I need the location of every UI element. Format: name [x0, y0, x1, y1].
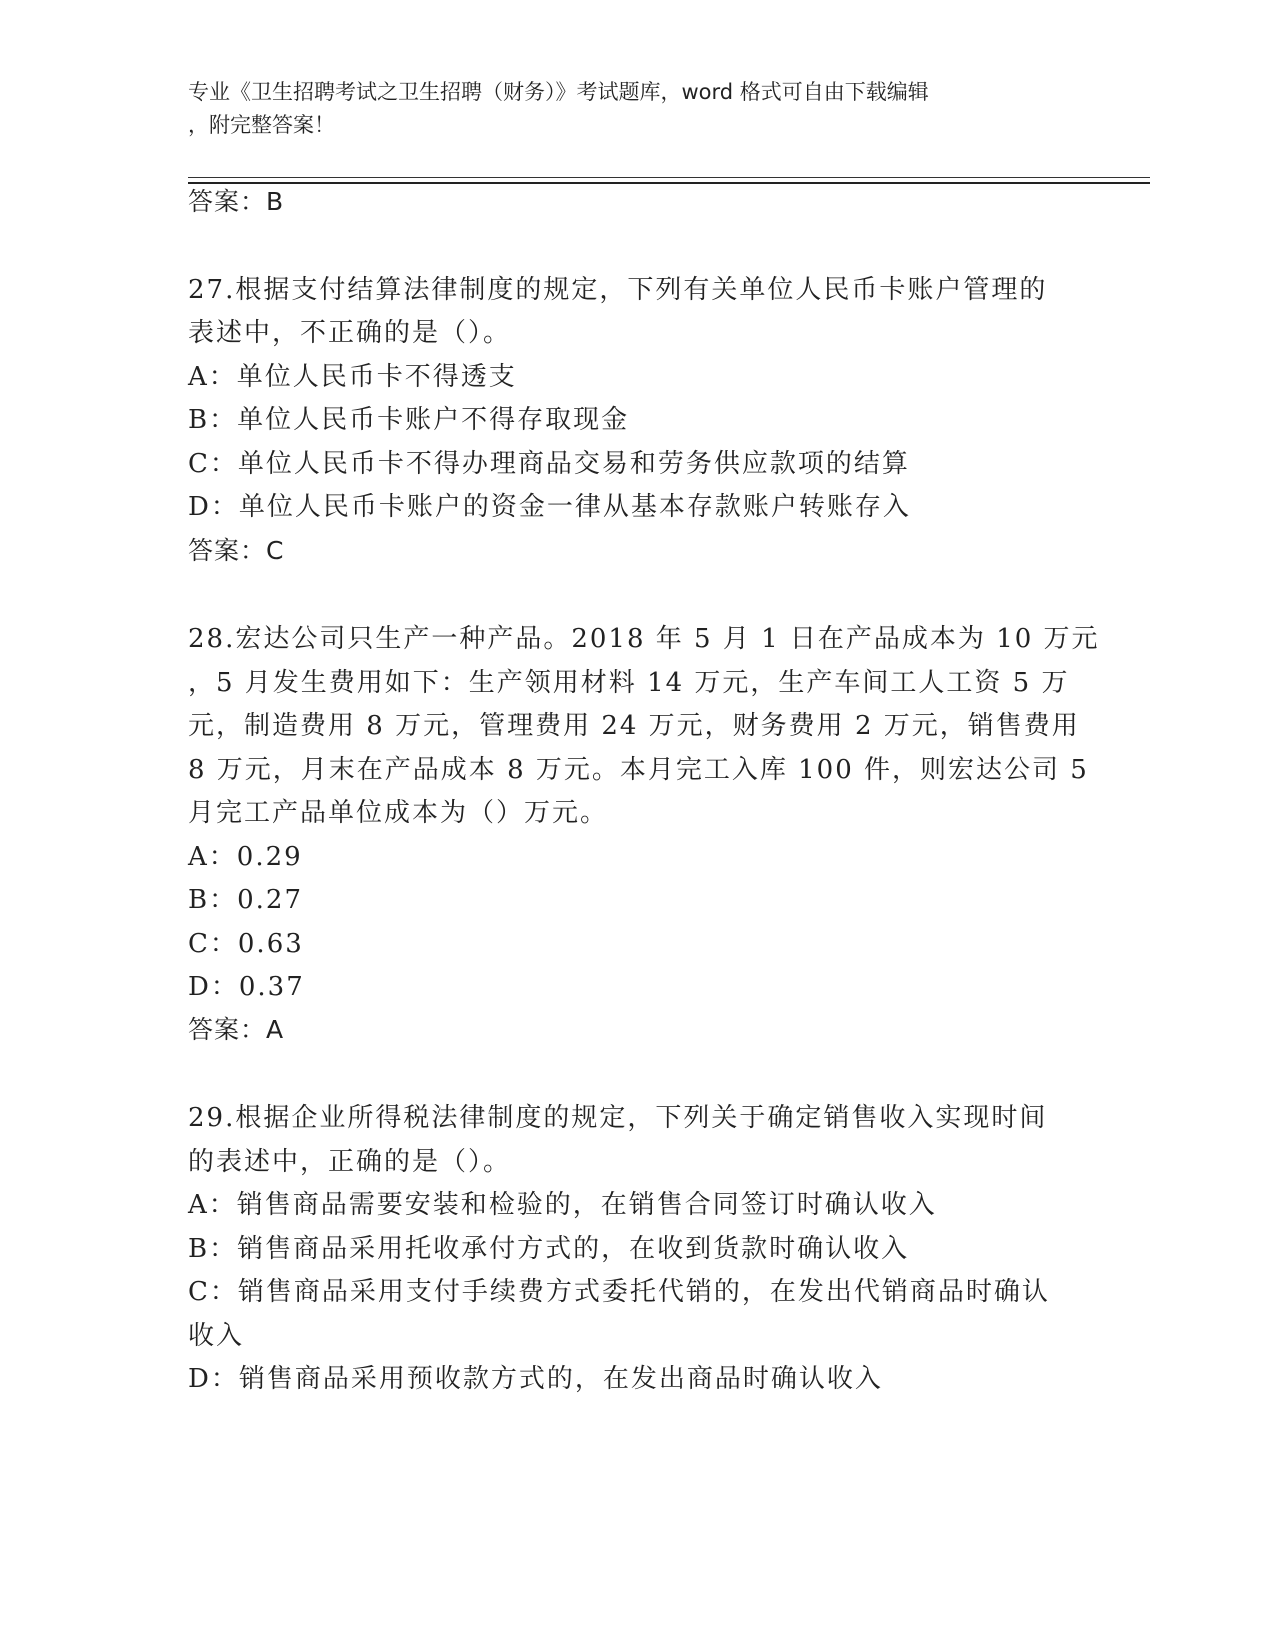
q27-option-b: B：单位人民币卡账户不得存取现金	[188, 405, 630, 435]
q29-option-a: A：销售商品需要安装和检验的，在销售合同签订时确认收入	[188, 1190, 937, 1220]
q27-answer: 答案：C	[188, 536, 285, 565]
page-header: 专业《卫生招聘考试之卫生招聘（财务）》考试题库，word 格式可自由下载编辑 ，附完整答案！	[188, 80, 929, 137]
answer-previous: 答案：B	[188, 187, 285, 216]
q27-stem-line-2: 表述中，不正确的是（）。	[188, 318, 512, 348]
q27-option-c: C：单位人民币卡不得办理商品交易和劳务供应款项的结算	[188, 449, 910, 479]
q29-option-b: B：销售商品采用托收承付方式的，在收到货款时确认收入	[188, 1234, 910, 1264]
q28-stem-line-2: ，5 月发生费用如下：生产领用材料 14 万元，生产车间工人工资 5 万	[188, 668, 1070, 698]
q29-option-d: D：销售商品采用预收款方式的，在发出商品时确认收入	[188, 1364, 883, 1394]
q28-stem-line-5: 月完工产品单位成本为（）万元。	[188, 798, 609, 828]
q29-option-c: C：销售商品采用支付手续费方式委托代销的，在发出代销商品时确认	[188, 1277, 1050, 1307]
q28-option-a: A：0.29	[188, 842, 303, 872]
q29-option-c-cont: 收入	[188, 1321, 245, 1351]
q28-option-c: C：0.63	[188, 929, 304, 959]
q29-stem-line-1: 29.根据企业所得税法律制度的规定，下列关于确定销售收入实现时间	[188, 1103, 1048, 1133]
q28-option-b: B：0.27	[188, 885, 303, 915]
q28-stem-line-1: 28.宏达公司只生产一种产品。2018 年 5 月 1 日在产品成本为 10 万元	[188, 624, 1100, 654]
q28-stem-line-4: 8 万元，月末在产品成本 8 万元。本月完工入库 100 件，则宏达公司 5	[188, 755, 1089, 785]
header-divider-thick	[188, 182, 1150, 184]
q28-option-d: D：0.37	[188, 972, 305, 1002]
q27-stem-line-1: 27.根据支付结算法律制度的规定，下列有关单位人民币卡账户管理的	[188, 275, 1048, 305]
header-divider	[188, 177, 1150, 178]
q27-option-d: D：单位人民币卡账户的资金一律从基本存款账户转账存入	[188, 492, 911, 522]
q29-stem-line-2: 的表述中，正确的是（）。	[188, 1147, 512, 1177]
q28-answer: 答案：A	[188, 1015, 285, 1044]
q27-option-a: A：单位人民币卡不得透支	[188, 362, 517, 392]
q28-stem-line-3: 元，制造费用 8 万元，管理费用 24 万元，财务费用 2 万元，销售费用	[188, 711, 1080, 741]
